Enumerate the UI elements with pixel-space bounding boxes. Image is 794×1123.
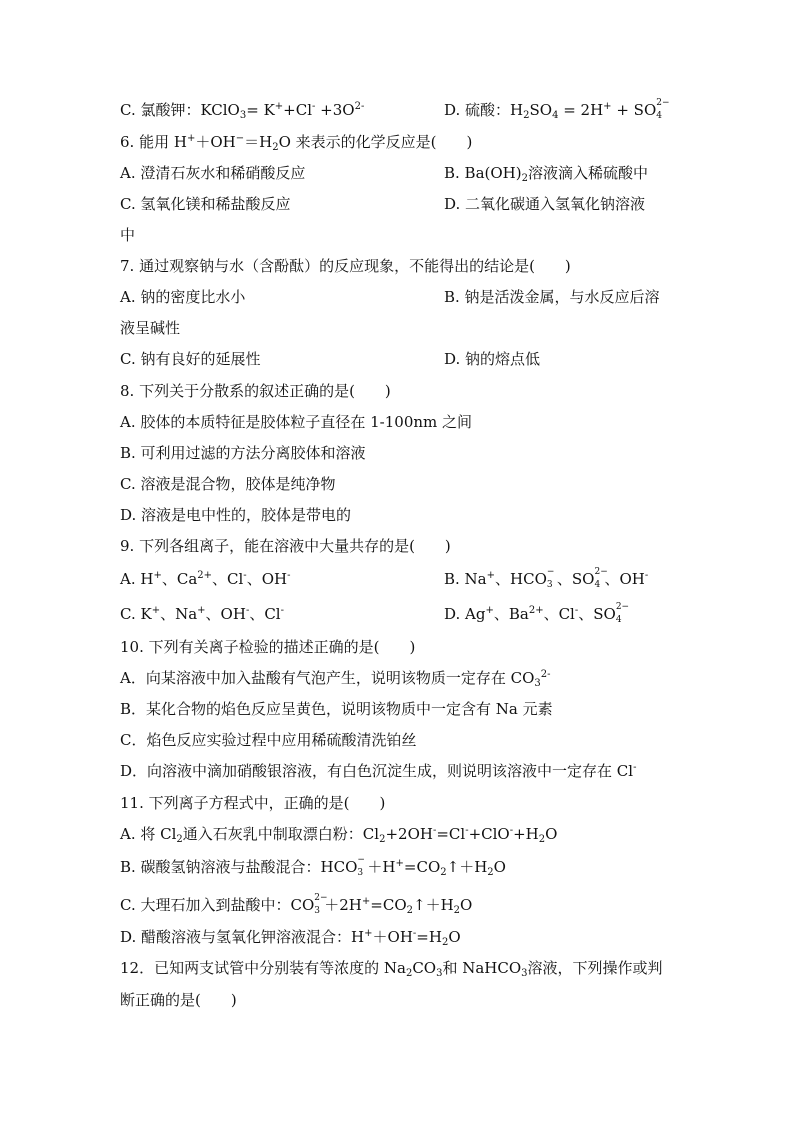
- q10-option-c: C．焰色反应实验过程中应用稀硫酸清洗铂丝: [120, 731, 417, 749]
- q6-option-b: B. $Ba(OH)_2$溶液滴入稀硫酸中: [444, 164, 648, 184]
- q6-stem: 6. 能用 $H^++OH^-=H_2O$ 来表示的化学反应是( ): [120, 133, 473, 153]
- q10-option-b: B．某化合物的焰色反应呈黄色，说明该物质中一定含有 Na 元素: [120, 700, 553, 718]
- q10-option-a: A．向某溶液中加入盐酸有气泡产生，说明该物质一定存在 $CO_3^{2-}$: [120, 669, 551, 689]
- q8-stem: 8. 下列关于分散系的叙述正确的是( ): [120, 382, 391, 400]
- q5-option-d: D. 硫酸：$H_2SO_4 = 2H^+$ + SO 2− 4: [444, 98, 670, 121]
- q5-option-c: C. 氯酸钾：KClO$_3$= $K^++Cl^- +3O^{2-}$: [120, 101, 365, 121]
- q7-option-d: D. 钠的熔点低: [444, 350, 541, 368]
- q12-stem: 12．已知两支试管中分别装有等浓度的 $Na_2CO_3$和 NaHCO$_3$溶液，下列操作或判: [120, 959, 663, 979]
- q9-stem: 9. 下列各组离子，能在溶液中大量共存的是( ): [120, 537, 451, 555]
- q8-option-c: C. 溶液是混合物，胶体是纯净物: [120, 475, 336, 493]
- q6-option-d-wrap: 中: [120, 226, 136, 244]
- q9-option-c: C. K+、Na+、OH-、Cl-: [120, 605, 284, 623]
- q11-option-b: B. 碳酸氢钠溶液与盐酸混合：HCO − 3 $+H^+=CO_2↑+H_2O$: [120, 855, 506, 878]
- q8-option-a: A. 胶体的本质特征是胶体粒子直径在 1-100nm 之间: [120, 413, 473, 431]
- q11-option-d: D. 醋酸溶液与氢氧化钾溶液混合：$H^++OH^-=H_2O$: [120, 928, 461, 948]
- q10-option-d: D．向溶液中滴加硝酸银溶液，有白色沉淀生成，则说明该溶液中一定存在 Cl-: [120, 762, 637, 780]
- q6-option-d: D. 二氧化碳通入氢氧化钠溶液: [444, 195, 646, 213]
- q7-option-a: A. 钠的密度比水小: [120, 288, 246, 306]
- q8-option-b: B. 可利用过滤的方法分离胶体和溶液: [120, 444, 366, 462]
- q9-option-a: A. H+、$Ca^{2+}$、Cl-、OH-: [120, 570, 291, 588]
- q9-option-d: D. Ag+、$Ba^{2+}$、Cl-、SO 2− 4: [444, 602, 630, 625]
- q11-option-c: C. 大理石加入到盐酸中：CO 2− 3 $+2H^+=CO_2↑+H_2O$: [120, 893, 473, 916]
- q6-option-a: A. 澄清石灰水和稀硝酸反应: [120, 164, 306, 182]
- q12-stem-wrap: 断正确的是( ): [120, 991, 237, 1009]
- q7-option-b: B. 钠是活泼金属，与水反应后溶: [444, 288, 660, 306]
- q7-option-b-wrap: 液呈碱性: [120, 319, 181, 337]
- q8-option-d: D. 溶液是电中性的，胶体是带电的: [120, 506, 352, 524]
- q7-option-c: C. 钠有良好的延展性: [120, 350, 261, 368]
- q11-stem: 11. 下列离子方程式中，正确的是( ): [120, 794, 386, 812]
- q7-stem: 7. 通过观察钠与水（含酚酞）的反应现象，不能得出的结论是( ): [120, 257, 571, 275]
- q10-stem: 10. 下列有关离子检验的描述正确的是( ): [120, 638, 416, 656]
- q9-option-b: B. Na+、HCO − 3 、SO 2− 4 、OH-: [444, 567, 649, 590]
- q11-option-a: A. 将 $Cl_2$通入石灰乳中制取漂白粉：$Cl_2+2OH^-=Cl^-+ClO^-+H_2O$: [120, 825, 558, 845]
- q6-option-c: C. 氢氧化镁和稀盐酸反应: [120, 195, 291, 213]
